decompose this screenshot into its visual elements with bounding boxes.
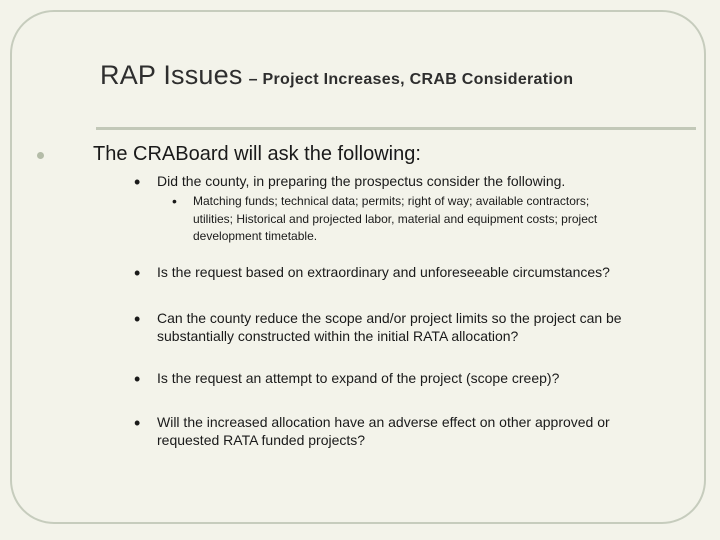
item-1-line-1: Did the county, in preparing the prospectus consider the following.: [157, 173, 566, 189]
title-sub: – Project Increases, CRAB Consideration: [248, 71, 574, 88]
item-1-sub-line-3: development timetable.: [193, 229, 318, 243]
item-3-line-2: substantially constructed within the initial RATA allocation?: [157, 328, 519, 344]
item-5-bullet: •: [134, 413, 141, 433]
level1-text: The CRABoard will ask the following:: [93, 143, 421, 165]
item-3-bullet: •: [134, 309, 141, 329]
level1-bullet-icon: [37, 152, 44, 159]
item-5-line-1: Will the increased allocation have an adverse effect on other approved or: [157, 414, 610, 430]
item-2-line-1: Is the request based on extraordinary and unforeseeable circumstances?: [157, 264, 610, 280]
title-divider: [96, 127, 696, 130]
title-main: RAP Issues: [100, 60, 243, 90]
item-4-line-1: Is the request an attempt to expand of the project (scope creep)?: [157, 370, 560, 386]
item-2-bullet: •: [134, 263, 141, 283]
item-4-bullet: •: [134, 369, 141, 389]
item-1-bullet: •: [134, 172, 141, 192]
item-1-sub-line-2: utilities; Historical and projected labor, material and equipment costs; project: [193, 212, 598, 226]
item-1-sub-line-1: Matching funds; technical data; permits; right of way; available contractors;: [193, 194, 590, 208]
slide-title: [100, 60, 700, 91]
item-5-line-2: requested RATA funded projects?: [157, 432, 366, 448]
item-1-sub-bullet: •: [172, 193, 177, 209]
item-3-line-1: Can the county reduce the scope and/or project limits so the project can be: [157, 310, 622, 326]
